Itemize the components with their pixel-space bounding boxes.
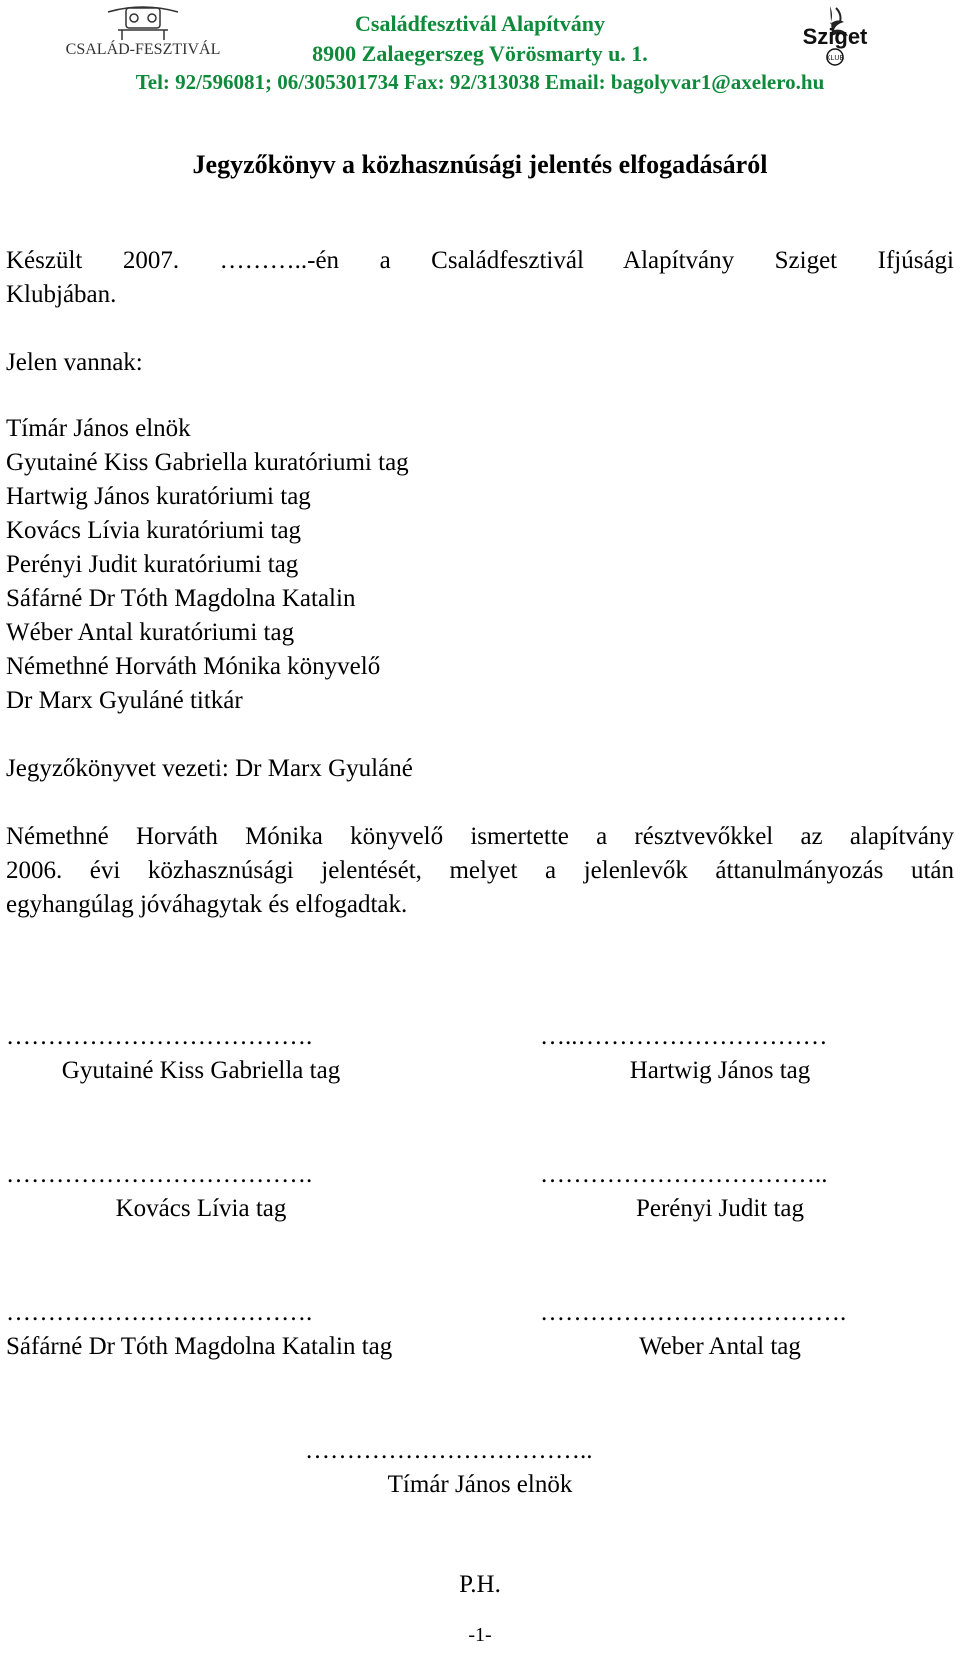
org-contact: Tel: 92/596081; 06/305301734 Fax: 92/313038 Email: bagolyvar1@axelero.hu xyxy=(135,70,825,94)
attendee-item: Perényi Judit kuratóriumi tag xyxy=(6,551,299,578)
signature-line: …..………………………… xyxy=(540,1023,828,1050)
signature-line: ………………………………. xyxy=(6,1161,313,1188)
signature-line: …………………………….. xyxy=(540,1161,828,1188)
signature-line: ………………………………. xyxy=(6,1299,313,1326)
signature-name: Tímár János elnök xyxy=(387,1471,573,1498)
stamp-label: P.H. xyxy=(459,1571,501,1598)
intro-line-1: Készült 2007. ………..-én a Családfesztivál Alapítvány Sziget Ifjúsági xyxy=(6,247,954,274)
signature-line: …………………………….. xyxy=(305,1437,593,1464)
paragraph-line-3: egyhangúlag jóváhagytak és elfogadtak. xyxy=(6,891,408,918)
signature-name: Sáfárné Dr Tóth Magdolna Katalin tag xyxy=(6,1333,393,1360)
paragraph-line-1: Némethné Horváth Mónika könyvelő ismertette a résztvevőkkel az alapítvány xyxy=(6,823,954,850)
signature-line: ………………………………. xyxy=(540,1299,847,1326)
signature-name: Gyutainé Kiss Gabriella tag xyxy=(61,1057,341,1084)
attendee-item: Kovács Lívia kuratóriumi tag xyxy=(6,517,302,544)
intro-line-2: Klubjában. xyxy=(6,281,117,308)
attendee-item: Wéber Antal kuratóriumi tag xyxy=(6,619,295,646)
logo-right-text: Sziget xyxy=(802,24,868,49)
present-label: Jelen vannak: xyxy=(6,349,143,376)
attendee-item: Hartwig János kuratóriumi tag xyxy=(6,483,311,510)
signature-name: Kovács Lívia tag xyxy=(115,1195,287,1222)
attendee-item: Sáfárné Dr Tóth Magdolna Katalin xyxy=(6,585,356,612)
signature-line: ………………………………. xyxy=(6,1023,313,1050)
logo-left-text: CSALÁD-FESZTIVÁL xyxy=(65,41,221,58)
logo-right-subtext: KLUB xyxy=(825,55,845,62)
document-title: Jegyzőkönyv a közhasznúsági jelentés elfogadásáról xyxy=(192,150,768,179)
org-address: 8900 Zalaegerszeg Vörösmarty u. 1. xyxy=(312,41,648,66)
signature-name: Perényi Judit tag xyxy=(635,1195,805,1222)
attendee-item: Tímár János elnök xyxy=(6,415,191,442)
attendee-item: Dr Marx Gyuláné titkár xyxy=(6,687,243,714)
paragraph-line-2: 2006. évi közhasznúsági jelentését, melyet a jelenlevők áttanulmányozás után xyxy=(6,857,954,884)
signature-name: Weber Antal tag xyxy=(639,1333,801,1360)
org-name: Családfesztivál Alapítvány xyxy=(355,11,605,36)
attendee-item: Némethné Horváth Mónika könyvelő xyxy=(6,653,381,680)
signature-name: Hartwig János tag xyxy=(629,1057,811,1084)
attendee-item: Gyutainé Kiss Gabriella kuratóriumi tag xyxy=(6,449,409,476)
page-number: -1- xyxy=(468,1624,492,1646)
minutes-keeper: Jegyzőkönyvet vezeti: Dr Marx Gyuláné xyxy=(6,755,413,782)
